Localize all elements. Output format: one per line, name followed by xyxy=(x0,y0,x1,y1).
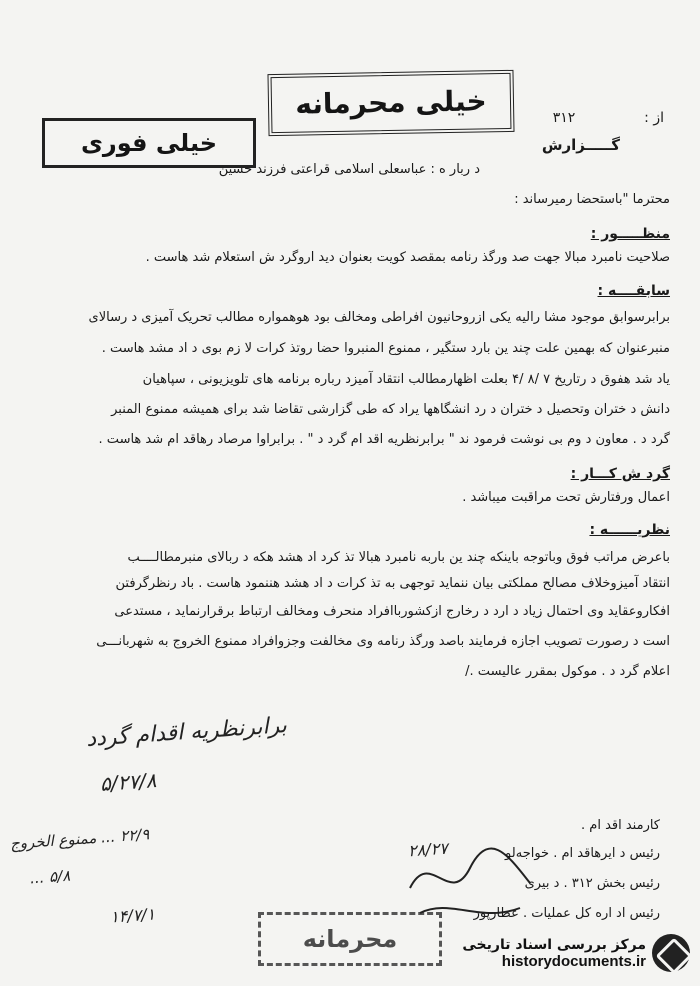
background-line: یاد شد هفوق د رتاریخ ۷ /۸ /۴ بعلت اظهارمطالب انتقاد آمیزد رباره برنامه های تلویزیونی ، سپاهیان xyxy=(142,372,670,387)
watermark-title: مرکز بررسی اسناد تاریخی xyxy=(462,936,646,953)
officer-line: کارمند اقد ام . xyxy=(581,818,660,833)
handwritten-approval: برابرنظریه اقدام گردد xyxy=(85,713,288,752)
purpose-heading: منظـــــور : xyxy=(590,226,670,242)
classification-stamp: خیلی محرمانه xyxy=(267,70,514,136)
background-line: دانش د ختران وتحصیل د ختران د رد انشگاهها یراد که طی گزارشی تقاضا شد برای همیشه ممنوع المنبر xyxy=(111,402,670,417)
handwritten-note: ۲۲/۹ ... ممنوع الخروج xyxy=(9,825,150,853)
handwritten-date-mark: ۲۸/۲۷ xyxy=(407,838,449,861)
bottom-stamp: محرمانه xyxy=(258,912,442,966)
opinion-line: انتقاد آمیزوخلاف مصالح مملکتی بیان ننماید توجهی به تذ کرات د اد هشد هننمود هاست . باد رنظرگرفتن xyxy=(115,576,670,591)
background-line: منبرعنوان که بهمین علت چند ین بارد ستگیر ، ممنوع المنبروا حضا روتذ کرات لا زم بوی د اد مشد هاست . xyxy=(101,341,670,356)
opinion-line: باعرض مراتب فوق وباتوجه باینکه چند ین باربه نامبرد هبالا تذ کرد اد هشد هکه د ربالای منبرمطالــــب xyxy=(127,550,670,565)
opinion-heading: نظریــــــه : xyxy=(589,522,670,538)
report-number: ۳۱۲ xyxy=(552,110,576,126)
urgency-stamp: خیلی فوری xyxy=(42,118,256,168)
from-label: از : ۳۱۲ xyxy=(552,110,664,126)
footer-line: رئیس د ایرهاقد ام . خواجه‌لو xyxy=(505,846,660,861)
activity-heading: گرد ش کـــار : xyxy=(570,466,670,482)
watermark-logo xyxy=(420,928,690,978)
report-title: گـــــزارش xyxy=(541,136,620,154)
handwritten-note: ... ۵/۸ xyxy=(29,866,71,888)
opinion-line: اعلام گرد د . موکول بمقرر عالیست ./ xyxy=(465,664,670,679)
handwritten-note: ۱۴/۷/۱ xyxy=(109,904,156,927)
opinion-line: افکاروعقاید وی احتمال زیاد د ارد د رخارج ازکشورباافراد منحرف ومخالف ارتباط برقرارنماید ، مستدعی xyxy=(114,604,670,619)
footer-line: رئیس اد اره کل عملیات . عطارپور xyxy=(473,906,660,921)
opinion-line: است د رصورت تصویب اجازه فرمایند باصد ورگذ رنامه وی مخالفت وجزوافراد ممنوع الخروج به شهربانـــی xyxy=(96,634,670,649)
background-heading: سابقــــه : xyxy=(597,283,670,299)
handwritten-approval-date: ۵/۲۷/۸ xyxy=(99,768,158,796)
report-subject: د ربار ه : عباسعلی اسلامی قراعتی فرزند حسین xyxy=(218,162,480,177)
greeting: محترما "باستحضا رمیرساند : xyxy=(514,192,670,207)
footer-line: رئیس بخش ۳۱۲ . د بیری xyxy=(524,876,660,891)
archive-logo-icon xyxy=(652,934,690,972)
watermark-url: historydocuments.ir xyxy=(501,952,646,970)
background-line: برابرسوابق موجود مشا رالیه یکی ازروحانیون افراطی ومخالف بود هوهمواره مطالب تحریک آمیزی د رسالای xyxy=(88,310,670,325)
purpose-text: صلاحیت نامبرد مبالا جهت صد ورگذ رنامه بمقصد کویت بعنوان دید اروگرد ش استعلام شد هاست . xyxy=(145,250,670,265)
background-line: گرد د . معاون د وم بی نوشت فرمود ند " برابرنظریه اقد ام گرد د " . برابراوا مرصاد رهاقد ام شد هاست . xyxy=(98,432,670,447)
activity-text: اعمال ورفتارش تحت مراقبت میباشد . xyxy=(462,490,670,505)
